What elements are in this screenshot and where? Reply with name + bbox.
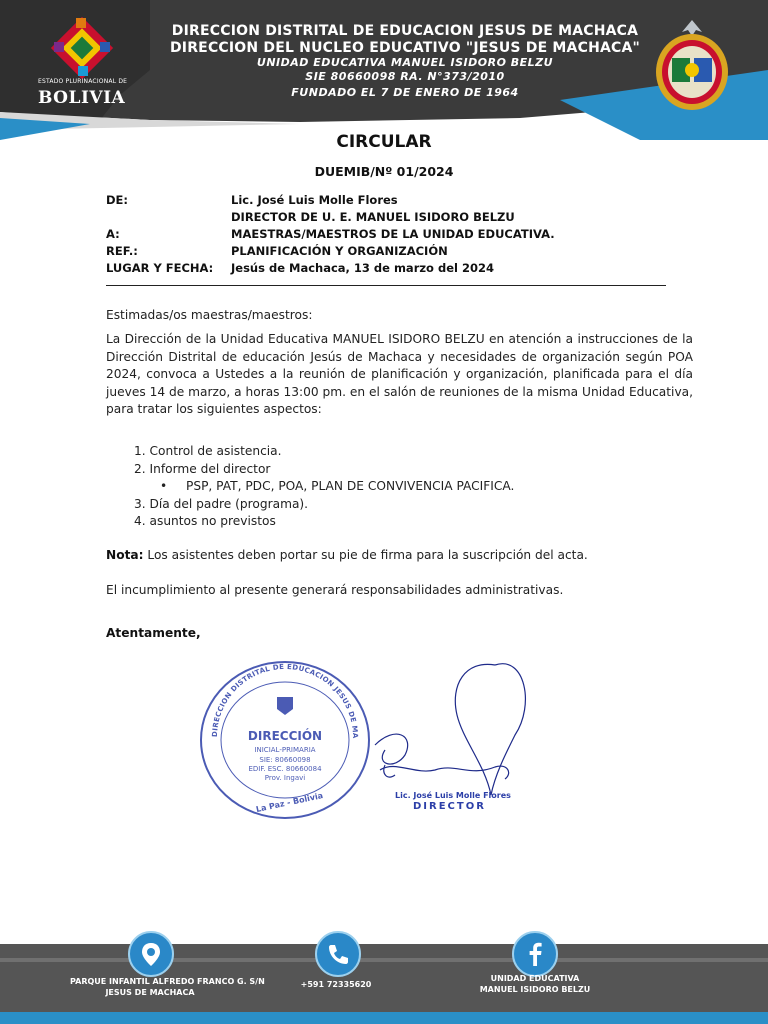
facebook-icon <box>512 931 558 977</box>
signature-icon <box>375 664 525 795</box>
body-paragraph: La Dirección de la Unidad Educativa MANUEL ISIDORO BELZU en atención a instrucciones de la Dirección Distrital de educación Jesús de Machaca y necesidades de organización según POA 2024, convoca a Ustedes a la reunión de planificación y organización, planificada para el día jueves 14 de marzo, a horas 13:00 pm. en el salón de reuniones de la misma Unidad Educativa, para tratar los siguientes aspectos: <box>106 332 693 417</box>
note <box>106 547 693 565</box>
stamp-line: INICIAL-PRIMARIA <box>254 746 316 754</box>
stamp-line: Prov. Ingavi <box>264 774 306 782</box>
signer-name: Lic. José Luis Molle Flores <box>395 791 511 800</box>
meta-value: PLANIFICACIÓN Y ORGANIZACIÓN <box>231 244 448 258</box>
stamp-line: SIE: 80660098 <box>259 756 311 764</box>
list-item: 4. asuntos no previstos <box>134 514 276 529</box>
document-title: CIRCULAR <box>336 132 432 152</box>
header-line-4: SIE 80660098 RA. N°373/2010 <box>305 70 505 83</box>
stamp-center: DIRECCIÓN <box>247 729 323 743</box>
header-line-2: DIRECCION DEL NUCLEO EDUCATIVO "JESUS DE MACHACA" <box>169 40 641 56</box>
bullet-icon: • <box>160 479 168 494</box>
header-line-1: DIRECCION DISTRITAL DE EDUCACION JESUS DE MACHACA <box>171 23 639 39</box>
warning-text: El incumplimiento al presente generará responsabilidades administrativas. <box>106 583 564 597</box>
school-seal-icon <box>652 18 732 113</box>
list-item: 1. Control de asistencia. <box>134 444 282 458</box>
header-line-3: UNIDAD EDUCATIVA MANUEL ISIDORO BELZU <box>256 56 554 69</box>
phone-icon <box>315 931 361 977</box>
footer-school-line2: MANUEL ISIDORO BELZU <box>479 985 591 994</box>
country-name: BOLIVIA <box>38 88 126 108</box>
list-item: 3. Día del padre (programa). <box>134 496 309 511</box>
state-label: ESTADO PLURINACIONAL DE <box>38 78 128 85</box>
meta-value: Jesús de Machaca, 13 de marzo del 2024 <box>231 261 494 275</box>
footer-address-line2: JESUS DE MACHACA <box>105 988 195 997</box>
closing: Atentamente, <box>106 626 201 640</box>
stamp-ring-text: DIRECCION DISTRITAL DE EDUCACION JESUS DE MA <box>210 662 360 739</box>
footer-background <box>0 900 768 1024</box>
list-item: 2. Informe del director <box>134 461 271 476</box>
footer <box>0 900 768 1024</box>
meta-label: REF.: <box>106 244 138 258</box>
meta-value: Lic. José Luis Molle Flores <box>231 193 398 207</box>
note-label: Nota: <box>106 548 144 562</box>
list-subitem <box>134 478 514 496</box>
note-text: Los asistentes deben portar su pie de firma para la suscripción del acta. <box>143 548 588 562</box>
document-code: DUEMIB/Nº 01/2024 <box>314 164 454 179</box>
meta-label: A: <box>106 227 120 241</box>
stamp-and-signature <box>195 645 535 825</box>
letterhead <box>0 0 768 140</box>
header-line-5: FUNDADO EL 7 DE ENERO DE 1964 <box>291 86 519 99</box>
stamp-bottom: La Paz - Bolivia <box>255 791 324 815</box>
footer-address-line1: PARQUE INFANTIL ALFREDO FRANCO G. S/N <box>70 977 265 986</box>
meta-value: DIRECTOR DE U. E. MANUEL ISIDORO BELZU <box>231 210 515 224</box>
signer-role: DIRECTOR <box>413 801 486 812</box>
meta-value: MAESTRAS/MAESTROS DE LA UNIDAD EDUCATIVA. <box>231 227 555 241</box>
signature-graphics <box>195 645 535 825</box>
meta-label: LUGAR Y FECHA: <box>106 261 214 275</box>
footer-school-line1: UNIDAD EDUCATIVA <box>490 974 580 983</box>
location-pin-icon <box>128 931 174 977</box>
meta-label: DE: <box>106 193 129 207</box>
agenda-list <box>134 443 514 531</box>
list-subitem-text: PSP, PAT, PDC, POA, PLAN DE CONVIVENCIA PACIFICA. <box>186 479 515 494</box>
footer-phone: +591 72335620 <box>300 980 372 989</box>
divider <box>106 285 666 286</box>
official-stamp <box>195 645 369 818</box>
stamp-line: EDIF. ESC. 80660084 <box>248 765 322 773</box>
greeting: Estimadas/os maestras/maestros: <box>106 308 313 322</box>
